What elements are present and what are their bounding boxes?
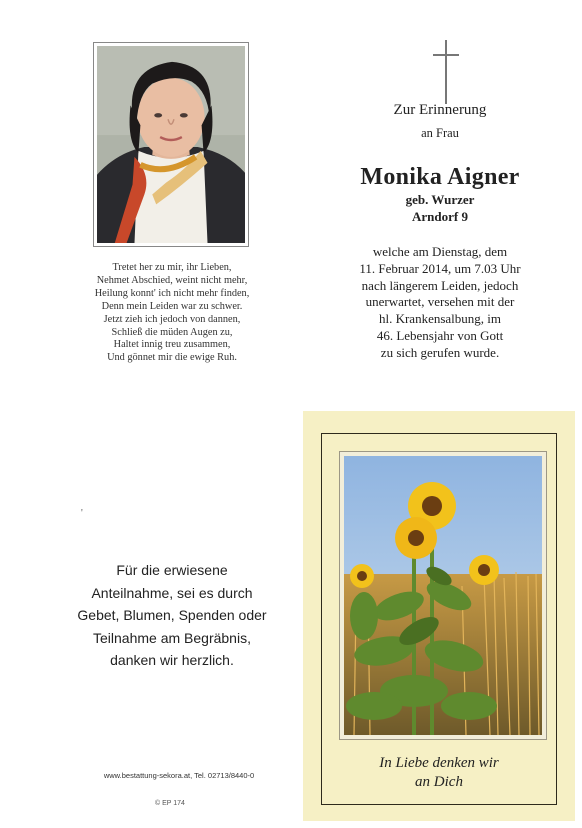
thanks-line: Teilnahme am Begräbnis, xyxy=(93,629,251,646)
poem-line: Jetzt zieh ich jedoch von dannen, xyxy=(103,313,241,325)
portrait-photo xyxy=(93,42,249,247)
person-photo-icon xyxy=(97,46,245,243)
poem-line: Haltet innig treu zusammen, xyxy=(113,339,231,351)
card-caption xyxy=(321,754,557,792)
cross-icon xyxy=(431,40,461,104)
obituary-line: hl. Krankensalbung, im xyxy=(378,311,502,327)
heading: Zur Erinnerung xyxy=(393,102,487,118)
poem-line: Schließ die müden Augen zu, xyxy=(111,326,233,338)
obituary-line: 46. Lebensjahr von Gott xyxy=(376,327,504,343)
funeral-home-contact: www.bestattung-sekora.at, Tel. 02713/8440-0 xyxy=(103,771,255,780)
obituary-line: zu sich gerufen wurde. xyxy=(380,344,500,360)
poem-line: Denn mein Leiden war zu schwer. xyxy=(101,300,243,312)
poem-line: Heilung konnt' ich nicht mehr finden, xyxy=(94,287,250,299)
thanks-line: danken wir herzlich. xyxy=(110,652,234,669)
sunflower-photo xyxy=(339,451,547,740)
salutation: an Frau xyxy=(421,126,459,140)
thanks-text xyxy=(62,559,282,672)
thanks-line: Anteilnahme, sei es durch xyxy=(91,584,253,601)
poem xyxy=(72,262,272,365)
caption-line: In Liebe denken wir xyxy=(379,755,499,771)
obituary-line: nach längerem Leiden, jedoch xyxy=(361,277,519,293)
sunflower-field-photo-icon xyxy=(344,456,542,735)
maiden-name: geb. Wurzer xyxy=(405,192,475,207)
print-code: © EP 174 xyxy=(155,800,185,807)
obituary-line: unerwartet, versehen mit der xyxy=(365,294,515,310)
deceased-name: Monika Aigner xyxy=(360,164,520,190)
poem-line: Nehmet Abschied, weint nicht mehr, xyxy=(96,274,248,286)
poem-line: Tretet her zu mir, ihr Lieben, xyxy=(112,262,232,273)
poem-line: Und gönnet mir die ewige Ruh. xyxy=(107,352,237,364)
address: Arndorf 9 xyxy=(412,209,468,224)
obituary-line: 11. Februar 2014, um 7.03 Uhr xyxy=(359,260,521,276)
thanks-line: Gebet, Blumen, Spenden oder xyxy=(77,607,267,624)
caption-line: an Dich xyxy=(415,774,463,790)
thanks-line: Für die erwiesene xyxy=(116,562,228,578)
obituary-body xyxy=(340,244,540,362)
obituary-line: welche am Dienstag, dem xyxy=(372,244,508,259)
fold-mark: ' xyxy=(81,508,83,519)
